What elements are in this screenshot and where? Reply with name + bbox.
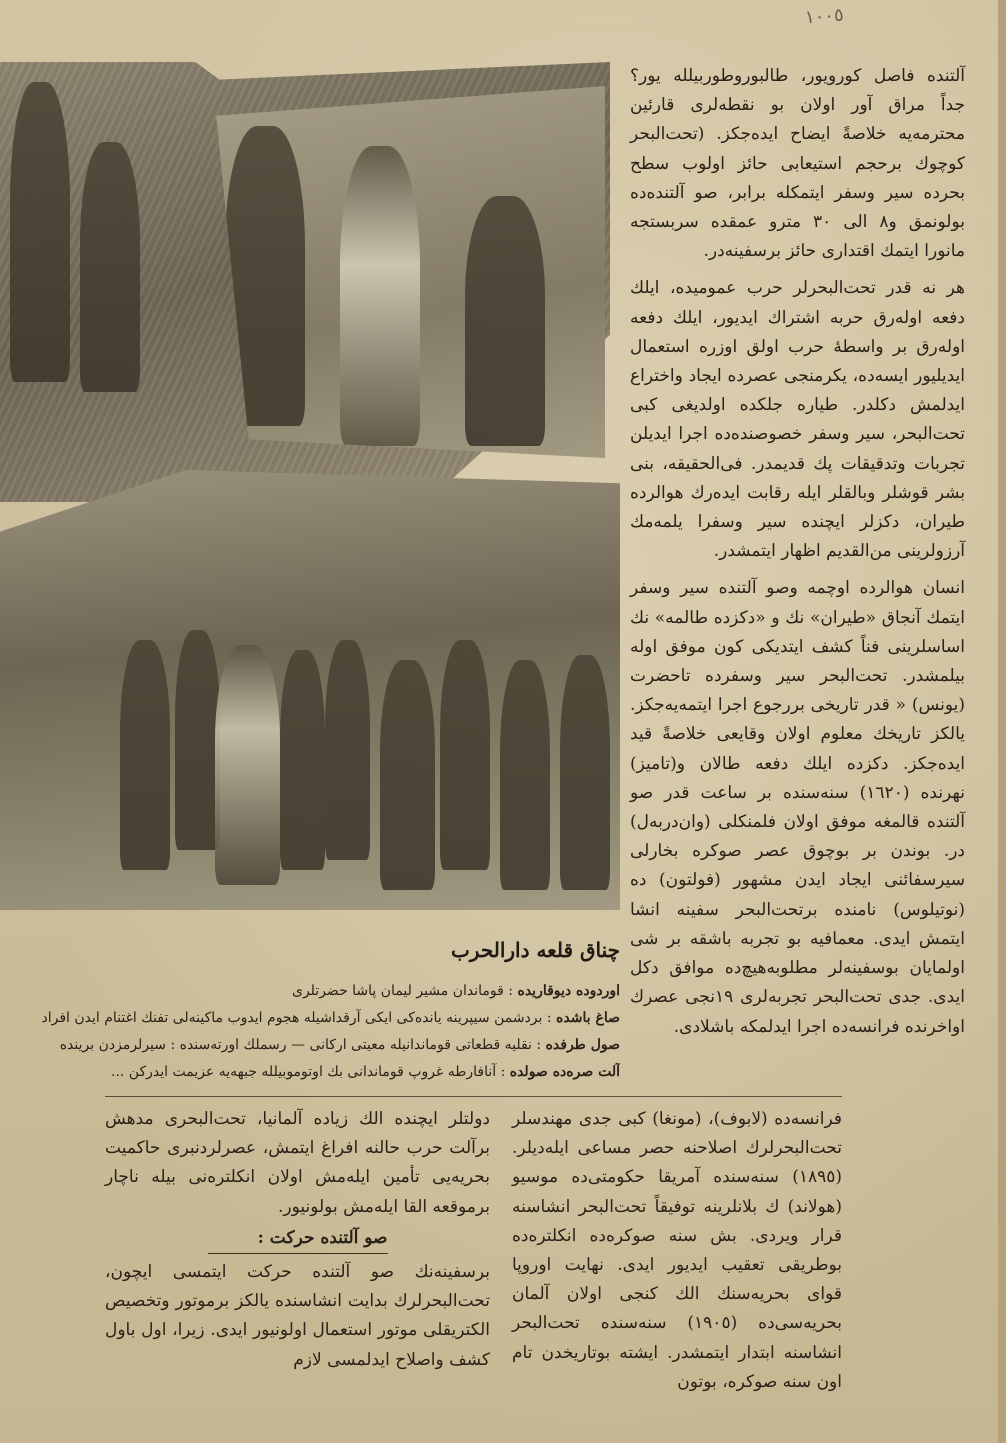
caption-line: صول طرفده : نقليه قطعاتى قوماندانيله معيتى اركانى — رسملك اورته‌سنده : سيرلرمزدن برينده (59, 1037, 620, 1053)
photo-staff-group (0, 470, 620, 910)
page-edge (998, 0, 1006, 1443)
article-lower-right (512, 1105, 842, 1397)
caption-line: اوردوده ديوقاريده : قوماندان مشير ليمان پاشا حضرتلرى (291, 983, 620, 999)
paragraph: برسفينه‌نك صو آلتنده حركت ايتمسى ايچون، تحت‌البحرلرك بدايت انشاسنده يالكز برموتور وتخصيص الكتريقلى موتور استعمال اولونيور ايدى. زيرا، اول باول كشف واصلاح ايدلمسى لازم (105, 1262, 490, 1370)
photo-soldiers-with-gear (200, 86, 605, 458)
caption-line: آلت صره‌ده صولده : آنافارطه غروپ قوماندانى بك اوتوموبيلله جبهه‌يه عزيمت ايدركن ... (111, 1064, 620, 1080)
paragraph: هر نه قدر تحت‌البحرلر حرب عموميده، ايلك دفعه اوله‌رق حربه اشتراك ايديور، ايلك دفعه اوله‌رق بر واسطهٔ حرب اولق اوزره استعمال ايديليور ايسه‌ده، يكرمنجى عصرده ايجاد واختراع ايدلمش دكلدر. طياره جلكده اولديغى كبى تحت‌البحر، سير وسفر خصوصنده‌ده اجرا ايديلن تجربات وتدقيقات پك قديمدر. فى‌الحقيقه، بنى بشر قوشلر وبالقلر ايله رقابت ايده‌رك هوالرده طيران، دكزلر ايچنده سير وسفرا يلمه‌مك آرزولرينى من‌القديم اظهار ايتمشدر. (630, 278, 965, 562)
photo-captions (0, 978, 620, 1086)
paragraph: فرانسه‌ده (لابوف)، (مونغا) كبى جدى مهندسلر تحت‌البحرلرك اصلاحنه حصر مساعى ايله‌ديلر. (١٨٩٥) سنه‌سنده آمريقا حكومتى‌ده موسيو (هولاند) ك بلانلرينه توفيقاً تحت‌البحر انشاسنه قرار ويردى. بش سنه صوكره‌ده انكلتره‌ده بوطريقى تعقيب ايديور ايدى. نهايت اوروپا قواى بحريه‌سنك الك كنجى اولان آلمان بحريه‌سى‌ده (١٩٠٥) سنه‌سنده تحت‌البحر انشاسنه ابتدار ايتمشدر. ايشته بوتاريخدن تام اون سنه صوكره، بوتون (512, 1109, 842, 1392)
page-number: ١٠٠٥ (804, 4, 845, 29)
photo-caption-title: چناق قلعه دارالحرب (450, 938, 620, 962)
article-lower-left (105, 1105, 490, 1375)
paragraph: انسان هوالرده اوچمه وصو آلتنده سير وسفر ايتمك آنجاق «طيران» نك و «دكزده طالمه» نك اساسلرينى فناً كشف ايتديكى كون موفق اوله بيلمشدر. تحت‌البحر سير وسفرده تاحضرت (يونس) « قدر تاريخى بررجوع اجرا ايتمه‌يه‌جكز. يالكز تاريخك معلوم اولان وقايعى خلاصةً قيد ايده‌جكز. دكزده ايلك دفعه طالان و(تاميز) نهرنده (١٦٢٠) سنه‌سنده بر ساعت قدر صو آلتنده قالمغه موفق اولان فلمنكلى (وان‌دربه‌ل) در. بوندن بر بوچوق عصر صوكره بخارلى سيرسفائنى ايجاد ايدن مشهور (فولتون) ده (نوتيلوس) نامنده برتحت‌البحر سفينه انشا ايتمش ايدى. معمافيه بو تجربه باشقه بر شى اولمايان بوسفينه‌لر مطلوبه‌هيچ‌ده موافق دكل ايدى. جدى تحت‌البحر تجربه‌لرى ١٩نجى عصرك اواخرنده فرانسه‌ده اجرا ايدلمكه باشلادى. (630, 578, 965, 1037)
section-divider (105, 1096, 842, 1097)
paragraph: آلتنده فاصل كورويور، طالبوروطوربيلله يور؟ جداً مراق آور اولان بو نقطه‌لرى قارئين محترمه‌يه خلاصةً ايضاح ايده‌جكز. (تحت‌البحر كوچوك برحجم استيعابى حائز اولوب سطح بحرده سير وسفر ايتمكله برابر، صو آلتنده‌ده بولونمق و٨ الى ٣٠ مترو عمقده سربستجه مانورا ايتمك اقتدارى حائز برسفينه‌در. (630, 66, 965, 262)
article-right-column (630, 62, 965, 1050)
caption-line: صاغ باشده : بردشمن سيپرينه يانده‌كى ايكى آرقداشيله هجوم ايدوب ماكينه‌لى تفنك اغتنام ايدن افراد (41, 1010, 620, 1026)
section-subheading: صو آلتنده حركت : (208, 1224, 388, 1254)
paragraph: دولتلر ايچنده الك زياده آلمانيا، تحت‌البحرى مدهش برآلت حرب حالنه افراغ ايتمش، عصرلردنبرى حاكميت بحريه‌يى تأمين ايله‌مش اولان انكلتره‌نى بيله ناچار برموقعه القا ايله‌مش بولونيور. (105, 1109, 490, 1217)
